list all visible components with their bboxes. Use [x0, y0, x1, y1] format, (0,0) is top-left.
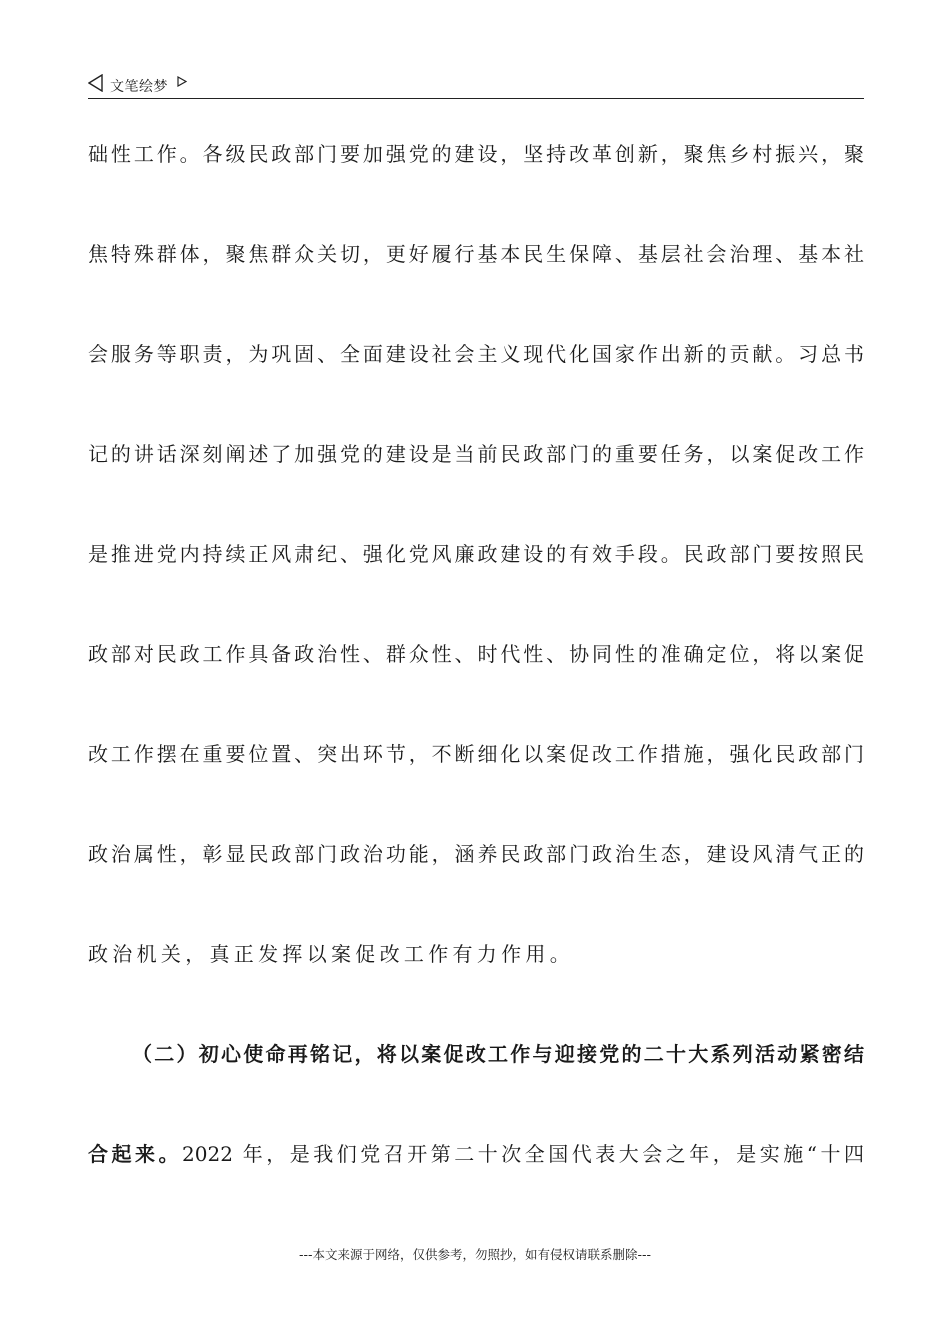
paragraph-line: 记的讲话深刻阐述了加强党的建设是当前民政部门的重要任务，以案促改工作: [88, 442, 864, 466]
paragraph-line: 政部对民政工作具备政治性、群众性、时代性、协同性的准确定位，将以案促: [88, 642, 864, 666]
paragraph-line: 会服务等职责，为巩固、全面建设社会主义现代化国家作出新的贡献。习总书: [88, 342, 864, 366]
document-body: [88, 118, 864, 1218]
section-heading-end: 合起来。: [88, 1142, 183, 1166]
paragraph-line: 焦特殊群体，聚焦群众关切，更好履行基本民生保障、基层社会治理、基本社: [88, 242, 864, 266]
paragraph-line-last: 政治机关，真正发挥以案促改工作有力作用。: [88, 942, 574, 966]
header-title: 文笔绘梦: [110, 79, 168, 95]
section-heading: （二）初心使命再铭记，将以案促改工作与迎接党的二十大系列活动紧密结: [132, 1042, 864, 1066]
paragraph-line: 是推进党内持续正风肃纪、强化党风廉政建设的有效手段。民政部门要按照民: [88, 542, 864, 566]
left-triangle-icon: [88, 74, 104, 92]
page-header: [88, 72, 864, 99]
section-heading-continuation: [88, 1118, 864, 1218]
section-body-start: 2022 年，是我们党召开第二十次全国代表大会之年，是实施“十四: [182, 1142, 865, 1166]
footer-notice: ---本文来源于网络，仅供参考，勿照抄，如有侵权请联系删除---: [298, 1247, 652, 1262]
paragraph-line: 政治属性，彰显民政部门政治功能，涵养民政部门政治生态，建设风清气正的: [88, 842, 864, 866]
paragraph-line: 础性工作。各级民政部门要加强党的建设，坚持改革创新，聚焦乡村振兴，聚: [88, 142, 864, 166]
right-triangle-icon: [177, 76, 187, 87]
paragraph-line: 改工作摆在重要位置、突出环节，不断细化以案促改工作措施，强化民政部门: [88, 742, 864, 766]
